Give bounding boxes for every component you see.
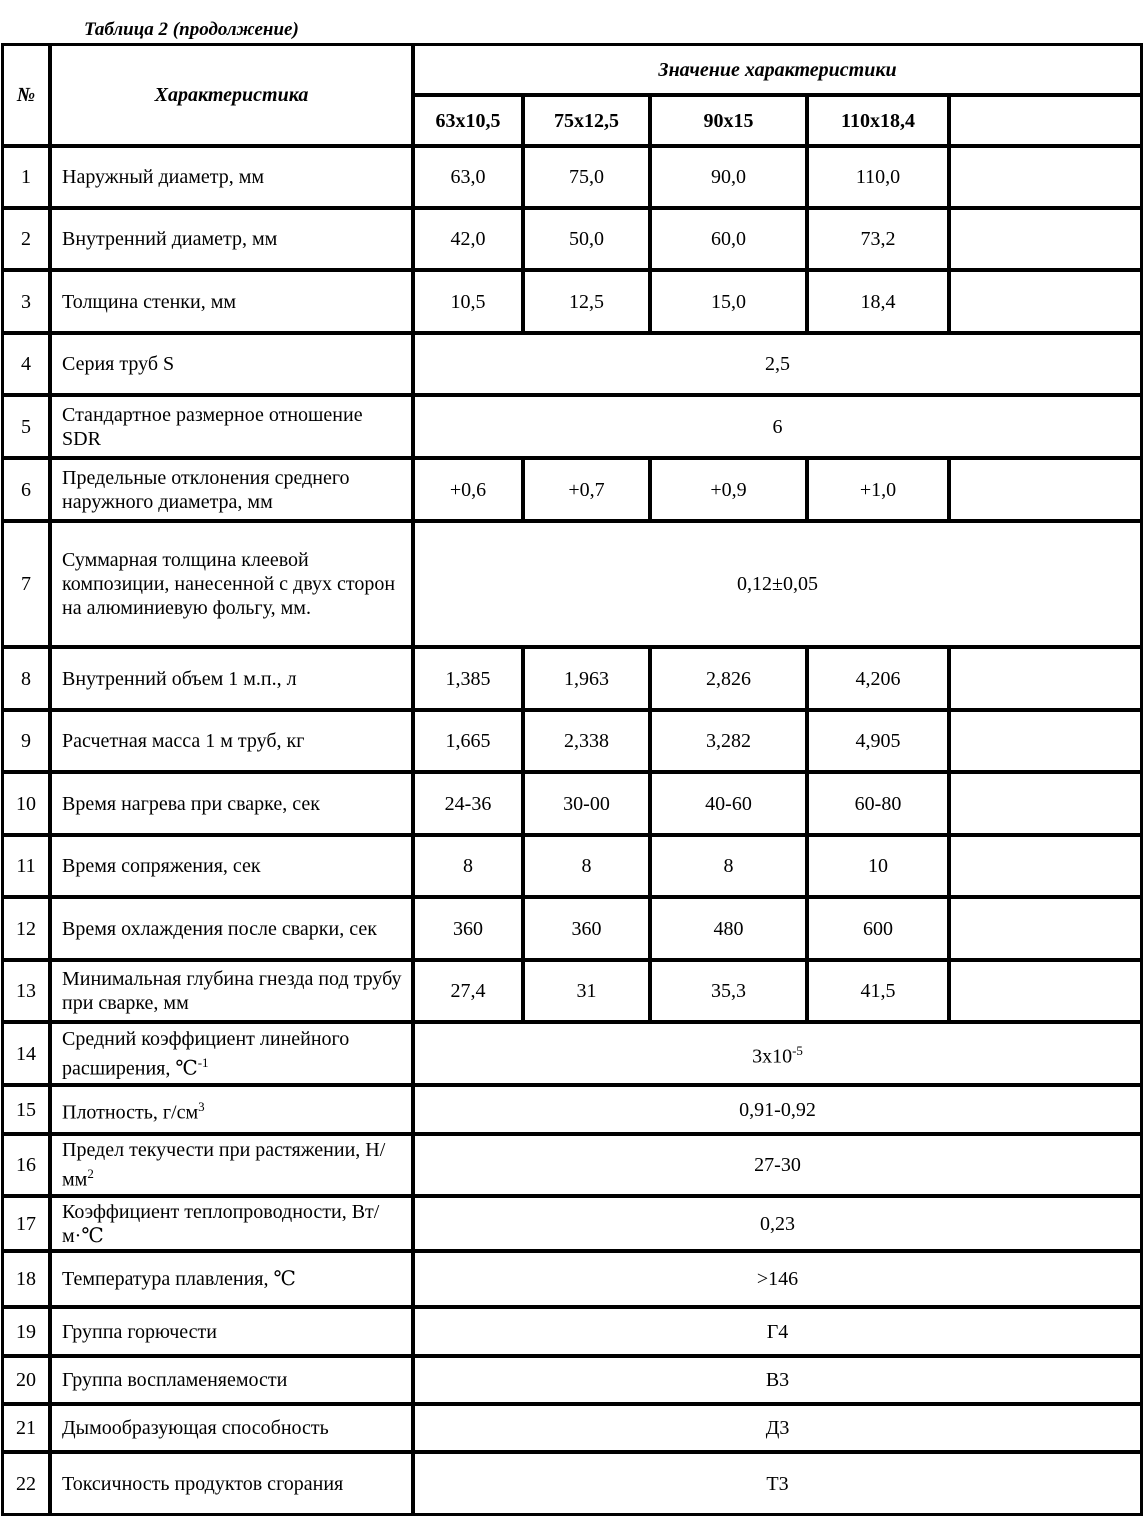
characteristic-name bbox=[50, 1134, 413, 1196]
table-row bbox=[2, 458, 1142, 521]
value-cell: 480 bbox=[650, 897, 807, 960]
characteristic-name bbox=[50, 1251, 413, 1307]
table-caption: Таблица 2 (продолжение) bbox=[84, 19, 299, 40]
characteristic-name bbox=[50, 1452, 413, 1515]
shared-value-text: >146 bbox=[756, 1268, 799, 1290]
row-number: 13 bbox=[2, 960, 50, 1022]
table-row bbox=[2, 647, 1142, 710]
header-size bbox=[949, 95, 1142, 146]
shared-value bbox=[413, 521, 1142, 647]
shared-value bbox=[413, 1404, 1142, 1452]
row-number: 8 bbox=[2, 647, 50, 710]
header-number: № bbox=[2, 44, 50, 146]
table-row bbox=[2, 208, 1142, 270]
header-size: 75х12,5 bbox=[523, 95, 650, 146]
shared-value bbox=[413, 1085, 1142, 1134]
shared-value-text: Т3 bbox=[766, 1472, 789, 1495]
characteristic-text: Время нагрева при сварке, сек bbox=[62, 792, 320, 815]
value-cell: 10 bbox=[807, 835, 949, 897]
value-cell: 1,963 bbox=[523, 647, 650, 710]
value-cell: 8 bbox=[523, 835, 650, 897]
table-row bbox=[2, 1452, 1142, 1515]
characteristic-name bbox=[50, 1404, 413, 1452]
row-number: 5 bbox=[2, 395, 50, 458]
value-cell: 1,385 bbox=[413, 647, 523, 710]
value-cell: 2,826 bbox=[650, 647, 807, 710]
row-number: 10 bbox=[2, 772, 50, 835]
characteristic-text: Предел текучести при растяжении, Н/мм bbox=[62, 1139, 386, 1191]
characteristic-name bbox=[50, 1307, 413, 1356]
characteristic-text: Средний коэффициент линейного расширения, ℃ bbox=[62, 1027, 350, 1080]
value-cell: 18,4 bbox=[807, 270, 949, 333]
value-cell bbox=[949, 772, 1142, 835]
characteristic-text: Серия труб S bbox=[62, 353, 175, 375]
characteristic-text: Токсичность продуктов сгорания bbox=[62, 1472, 344, 1495]
characteristic-name bbox=[50, 521, 413, 647]
characteristic-text: Коэффициент теплопроводности, Вт/м·℃ bbox=[62, 1200, 380, 1247]
row-number: 18 bbox=[2, 1251, 50, 1307]
characteristic-name bbox=[50, 960, 413, 1022]
table-row bbox=[2, 1307, 1142, 1356]
characteristic-name bbox=[50, 333, 413, 395]
characteristic-text: Время сопряжения, сек bbox=[62, 855, 261, 877]
value-cell: 30-00 bbox=[523, 772, 650, 835]
characteristic-name bbox=[50, 395, 413, 458]
characteristic-name bbox=[50, 897, 413, 960]
shared-value-text: Г4 bbox=[766, 1320, 789, 1343]
table-row bbox=[2, 835, 1142, 897]
row-number: 22 bbox=[2, 1452, 50, 1515]
characteristic-text: Расчетная масса 1 м труб, кг bbox=[62, 730, 305, 752]
header-size: 90х15 bbox=[650, 95, 807, 146]
table-row bbox=[2, 710, 1142, 772]
value-cell: +0,6 bbox=[413, 458, 523, 521]
shared-value-text: 0,12±0,05 bbox=[737, 573, 818, 595]
table-row bbox=[2, 1356, 1142, 1404]
row-number: 19 bbox=[2, 1307, 50, 1356]
row-number: 21 bbox=[2, 1404, 50, 1452]
unit-exponent: -1 bbox=[197, 1054, 209, 1070]
value-cell: 360 bbox=[413, 897, 523, 960]
value-cell: 24-36 bbox=[413, 772, 523, 835]
table-row bbox=[2, 1022, 1142, 1085]
header-value-group: Значение характеристики bbox=[413, 44, 1142, 95]
shared-value-text: Д3 bbox=[765, 1417, 790, 1439]
table-row bbox=[2, 521, 1142, 647]
value-cell: +0,7 bbox=[523, 458, 650, 521]
table-row bbox=[2, 1134, 1142, 1196]
value-cell: 40-60 bbox=[650, 772, 807, 835]
value-cell bbox=[949, 146, 1142, 208]
shared-value-text: 2,5 bbox=[765, 353, 791, 375]
value-cell: 110,0 bbox=[807, 146, 949, 208]
value-cell: 42,0 bbox=[413, 208, 523, 270]
value-cell bbox=[949, 710, 1142, 772]
table-row bbox=[2, 1085, 1142, 1134]
characteristic-name bbox=[50, 710, 413, 772]
value-cell: 15,0 bbox=[650, 270, 807, 333]
value-cell: 60-80 bbox=[807, 772, 949, 835]
shared-value bbox=[413, 395, 1142, 458]
characteristic-name bbox=[50, 772, 413, 835]
row-number: 1 bbox=[2, 146, 50, 208]
row-number: 9 bbox=[2, 710, 50, 772]
value-cell: +1,0 bbox=[807, 458, 949, 521]
table-row bbox=[2, 395, 1142, 458]
header-size: 63х10,5 bbox=[413, 95, 523, 146]
value-cell: 360 bbox=[523, 897, 650, 960]
table-row bbox=[2, 960, 1142, 1022]
value-cell: 10,5 bbox=[413, 270, 523, 333]
value-cell bbox=[949, 458, 1142, 521]
value-cell: 8 bbox=[650, 835, 807, 897]
characteristic-text: Время охлаждения после сварки, сек bbox=[62, 917, 377, 940]
table-row bbox=[2, 1404, 1142, 1452]
value-cell: 2,338 bbox=[523, 710, 650, 772]
characteristic-name bbox=[50, 1196, 413, 1251]
shared-value-text: 0,23 bbox=[760, 1212, 796, 1235]
header-size: 110х18,4 bbox=[807, 95, 949, 146]
row-number: 7 bbox=[2, 521, 50, 647]
value-exponent: -5 bbox=[792, 1042, 803, 1058]
value-cell bbox=[949, 647, 1142, 710]
value-cell: 41,5 bbox=[807, 960, 949, 1022]
shared-value bbox=[413, 333, 1142, 395]
characteristic-text: Толщина стенки, мм bbox=[62, 290, 237, 313]
value-cell: 4,206 bbox=[807, 647, 949, 710]
row-number: 15 bbox=[2, 1085, 50, 1134]
value-cell: 75,0 bbox=[523, 146, 650, 208]
characteristic-text: Минимальная глубина гнезда под трубу при сварке, мм bbox=[62, 968, 402, 1014]
table-row bbox=[2, 270, 1142, 333]
value-cell: 31 bbox=[523, 960, 650, 1022]
characteristic-name bbox=[50, 146, 413, 208]
shared-value-text: 27-30 bbox=[754, 1154, 801, 1176]
value-cell: 63,0 bbox=[413, 146, 523, 208]
characteristic-name bbox=[50, 647, 413, 710]
value-cell: 27,4 bbox=[413, 960, 523, 1022]
table-row bbox=[2, 772, 1142, 835]
value-cell: 60,0 bbox=[650, 208, 807, 270]
shared-value bbox=[413, 1356, 1142, 1404]
characteristic-text: Группа горючести bbox=[62, 1320, 217, 1343]
characteristic-name bbox=[50, 458, 413, 521]
value-cell: 12,5 bbox=[523, 270, 650, 333]
shared-value-text: 3х10 bbox=[752, 1045, 793, 1068]
characteristic-text: Суммарная толщина клеевой композиции, нанесенной с двух сторон на алюминиевую фольгу, мм. bbox=[62, 549, 396, 619]
characteristic-text: Предельные отклонения среднего наружного диаметра, мм bbox=[62, 466, 350, 513]
value-cell: 1,665 bbox=[413, 710, 523, 772]
value-cell bbox=[949, 270, 1142, 333]
row-number: 6 bbox=[2, 458, 50, 521]
characteristic-text: Температура плавления, ℃ bbox=[62, 1268, 296, 1290]
table-row bbox=[2, 146, 1142, 208]
characteristic-text: Внутренний объем 1 м.п., л bbox=[62, 667, 297, 690]
value-cell bbox=[949, 208, 1142, 270]
characteristic-name bbox=[50, 1085, 413, 1134]
row-number: 2 bbox=[2, 208, 50, 270]
value-cell: 90,0 bbox=[650, 146, 807, 208]
value-cell: 8 bbox=[413, 835, 523, 897]
value-cell bbox=[949, 960, 1142, 1022]
value-cell: 50,0 bbox=[523, 208, 650, 270]
shared-value bbox=[413, 1251, 1142, 1307]
shared-value-text: 6 bbox=[772, 415, 783, 438]
shared-value bbox=[413, 1196, 1142, 1251]
value-cell: +0,9 bbox=[650, 458, 807, 521]
row-number: 20 bbox=[2, 1356, 50, 1404]
characteristic-text: Плотность, г/см bbox=[62, 1101, 199, 1124]
characteristic-name bbox=[50, 208, 413, 270]
characteristic-name bbox=[50, 1356, 413, 1404]
row-number: 11 bbox=[2, 835, 50, 897]
row-number: 12 bbox=[2, 897, 50, 960]
characteristic-text: Дымообразующая способность bbox=[62, 1417, 329, 1439]
shared-value bbox=[413, 1022, 1142, 1085]
characteristic-text: Внутренний диаметр, мм bbox=[62, 228, 278, 250]
value-cell: 35,3 bbox=[650, 960, 807, 1022]
characteristic-text: Стандартное размерное отношение SDR bbox=[62, 403, 363, 450]
row-number: 14 bbox=[2, 1022, 50, 1085]
table-row bbox=[2, 1196, 1142, 1251]
characteristic-text: Группа воспламеняемости bbox=[62, 1369, 288, 1391]
header-characteristic: Характеристика bbox=[50, 44, 413, 146]
row-number: 4 bbox=[2, 333, 50, 395]
value-cell: 600 bbox=[807, 897, 949, 960]
table-row bbox=[2, 1251, 1142, 1307]
table-row bbox=[2, 897, 1142, 960]
characteristic-name bbox=[50, 1022, 413, 1085]
table-row bbox=[2, 333, 1142, 395]
characteristic-text: Наружный диаметр, мм bbox=[62, 166, 265, 188]
value-cell bbox=[949, 835, 1142, 897]
shared-value bbox=[413, 1134, 1142, 1196]
characteristics-table bbox=[1, 43, 1143, 1516]
row-number: 3 bbox=[2, 270, 50, 333]
shared-value bbox=[413, 1452, 1142, 1515]
row-number: 16 bbox=[2, 1134, 50, 1196]
characteristic-name bbox=[50, 835, 413, 897]
unit-exponent: 2 bbox=[87, 1166, 94, 1182]
value-cell: 3,282 bbox=[650, 710, 807, 772]
shared-value-text: В3 bbox=[765, 1369, 790, 1391]
value-cell: 73,2 bbox=[807, 208, 949, 270]
value-cell bbox=[949, 897, 1142, 960]
shared-value-text: 0,91-0,92 bbox=[739, 1098, 816, 1121]
row-number: 17 bbox=[2, 1196, 50, 1251]
shared-value bbox=[413, 1307, 1142, 1356]
unit-exponent: 3 bbox=[198, 1098, 205, 1114]
header-row-top bbox=[2, 44, 1142, 95]
characteristic-name bbox=[50, 270, 413, 333]
value-cell: 4,905 bbox=[807, 710, 949, 772]
